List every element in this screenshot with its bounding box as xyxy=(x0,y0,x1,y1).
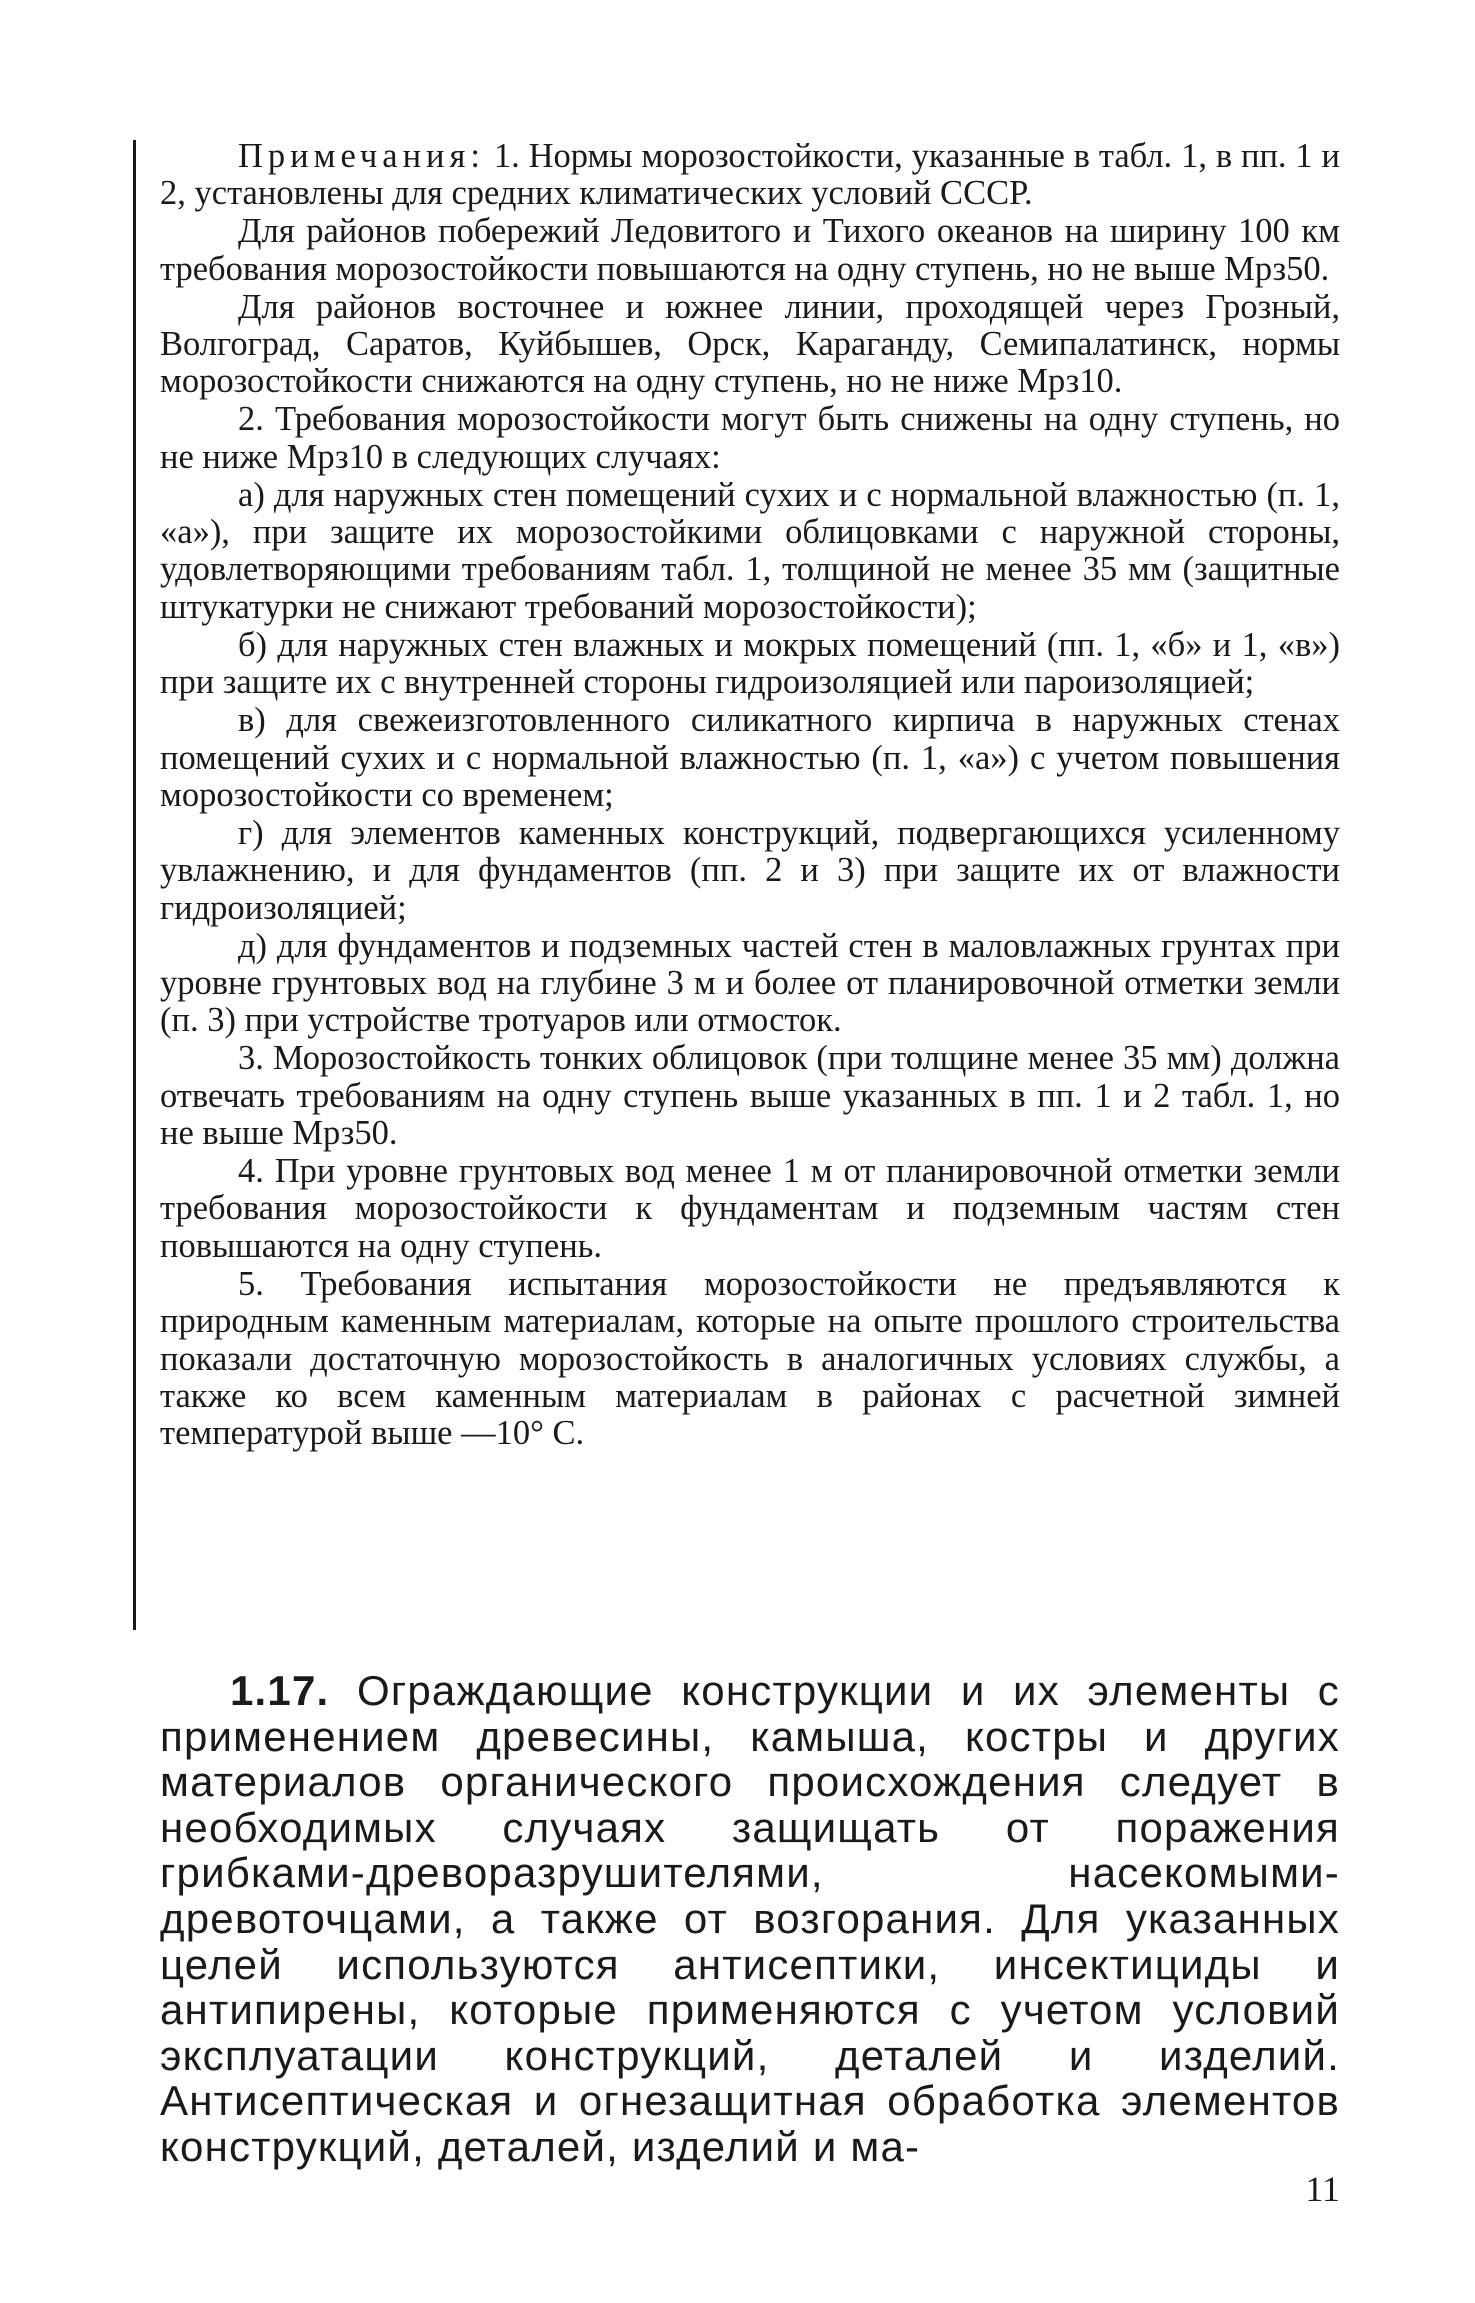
note-paragraph: 4. При уровне грунтовых вод менее 1 м от планировочной отметки земли требования морозостойкости к фундаментам и подземным частям стен повышаются на одну ступень. xyxy=(160,1151,1340,1265)
note-paragraph xyxy=(160,138,1340,213)
note-item-b: б) для наружных стен влажных и мокрых помещений (пп. 1, «б» и 1, «в») при защите их с внутренней стороны гидроизоляцией или пароизоляцией; xyxy=(160,625,1340,702)
section-number: 1.17. xyxy=(230,1667,330,1714)
notes-heading: Примечания: xyxy=(238,137,485,175)
note-text: 1. Нормы морозостойкости, указанные в табл. 1, в пп. 1 и 2, установлены для средних климатических условий СССР. xyxy=(160,137,1341,213)
section-paragraph xyxy=(160,1668,1340,2170)
page-number: 11 xyxy=(1305,2169,1340,2209)
margin-rule xyxy=(133,140,136,1630)
note-paragraph: Для районов побережий Ледовитого и Тихого океанов на ширину 100 км требования морозостойкости повышаются на одну ступень, но не выше Мрз50. xyxy=(160,212,1340,288)
note-item-e: д) для фундаментов и подземных частей стен в маловлажных грунтах при уровне грунтовых вод на глубине 3 м и более от планировочной отметки земли (п. 3) при устройстве тротуаров или отмосток. xyxy=(160,926,1340,1040)
note-paragraph: 2. Требования морозостойкости могут быть снижены на одну ступень, но не ниже Мрз10 в следующих случаях: xyxy=(160,400,1340,476)
note-item-d: г) для элементов каменных конструкций, подвергающихся усиленному увлажнению, и для фундаментов (пп. 2 и 3) при защите их от влажности гидроизоляцией; xyxy=(160,813,1340,927)
section-text: Ограждающие конструкции и их элементы с применением древесины, камыша, костры и других материалов органического происхождения следует в необходимых случаях защищать от поражения грибками-древоразрушителями, насекомыми-древоточцами, а также от возгорания. Для указанных целей используются антисептики, инсектициды и антипирены, которые применяются с учетом условий эксплуатации конструкций, деталей и изделий. Антисептическая и огнезащитная обработка элементов конструкций, деталей, изделий и ма- xyxy=(160,1667,1340,2170)
note-paragraph: Для районов восточнее и южнее линии, проходящей через Грозный, Волгоград, Саратов, Куйбышев, Орск, Караганду, Семипалатинск, нормы морозостойкости снижаются на одну ступень, но не ниже Мрз10. xyxy=(160,287,1340,401)
note-item-a: а) для наружных стен помещений сухих и с нормальной влажностью (п. 1, «а»), при защите их морозостойкими облицовками с наружной стороны, удовлетворяющими требованиям табл. 1, толщиной не менее 35 мм (защитные штукатурки не снижают требований морозостойкости); xyxy=(160,475,1340,626)
notes-block xyxy=(160,138,1340,1453)
main-text-block xyxy=(160,1668,1340,2170)
note-paragraph: 5. Требования испытания морозостойкости не предъявляются к природным каменным материалам, которые на опыте прошлого строительства показали достаточную морозостойкость в аналогичных условиях службы, а также ко всем каменным материалам в районах с расчетной зимней температурой выше —10° С. xyxy=(160,1264,1340,1453)
note-paragraph: 3. Морозостойкость тонких облицовок (при толщине менее 35 мм) должна отвечать требованиям на одну ступень выше указанных в пп. 1 и 2 табл. 1, но не выше Мрз50. xyxy=(160,1039,1340,1153)
note-item-c: в) для свежеизготовленного силикатного кирпича в наружных стенах помещений сухих и с нормальной влажностью (п. 1, «а») с учетом повышения морозостойкости со временем; xyxy=(160,701,1340,814)
